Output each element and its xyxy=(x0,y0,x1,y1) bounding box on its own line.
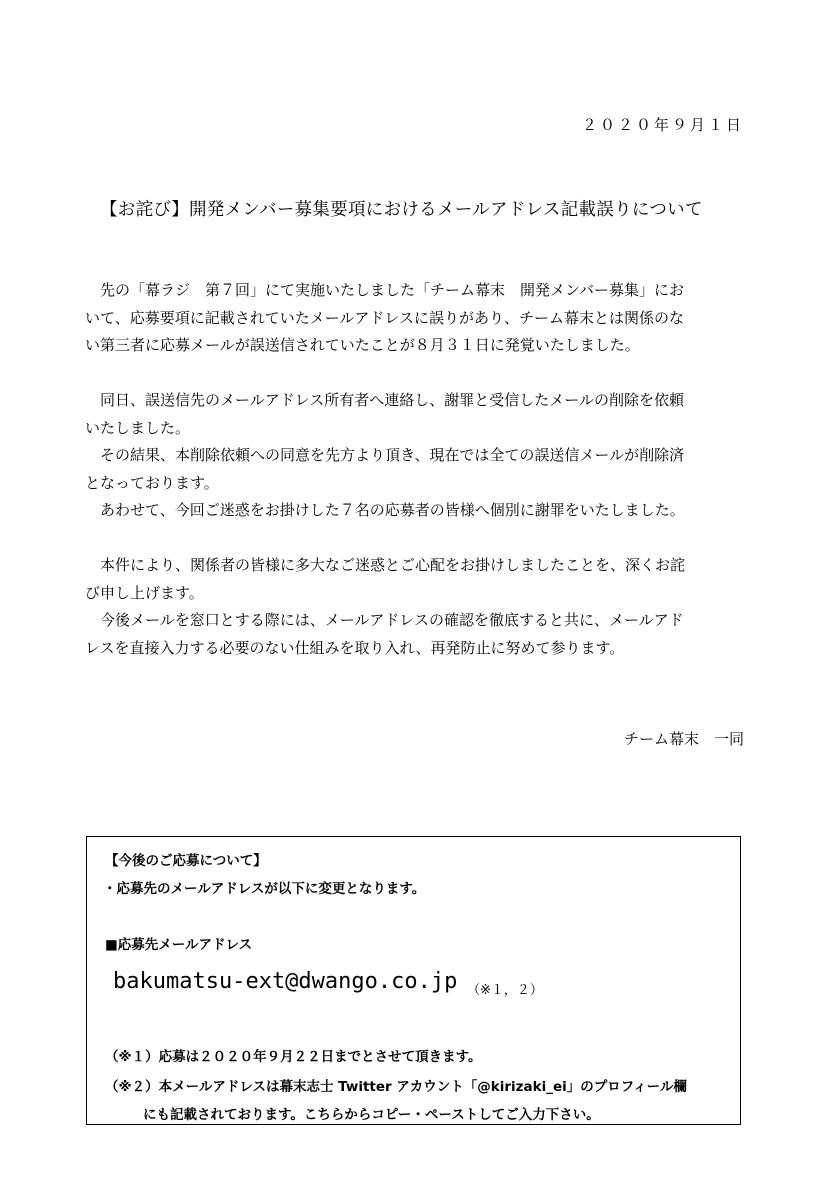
document-body xyxy=(85,277,745,662)
body-line: その結果、本削除依頼への同意を先方より頂き、現在では全ての誤送信メールが削除済 xyxy=(100,446,685,464)
document-title: 【お詫び】開発メンバー募集要項におけるメールアドレス記載誤りについて xyxy=(100,200,703,220)
body-line: 同日、誤送信先のメールアドレス所有者へ連絡し、謝罪と受信したメールの削除を依頼 xyxy=(100,391,684,409)
paragraph-apology xyxy=(85,552,745,662)
body-line: あわせて、今回ご迷惑をお掛けした７名の応募者の皆様へ個別に謝罪をいたしました。 xyxy=(100,501,685,519)
footnote-2: （※２）本メールアドレスは幕末志士 Twitter アカウント「@kirizaki_ei」のプロフィール欄 xyxy=(105,1079,687,1095)
body-line: い第三者に応募メールが誤送信されていたことが８月３１日に発覚いたしました。 xyxy=(85,336,640,354)
body-line: いたしました。 xyxy=(85,418,191,437)
footnote-2-continued: にも記載されております。こちらからコピー・ペーストしてご入力下さい。 xyxy=(143,1107,600,1123)
signature: チーム幕末 一同 xyxy=(623,730,744,748)
document-date: ２０２０年９月１日 xyxy=(581,116,744,134)
notice-change-text: ・応募先のメールアドレスが以下に変更となります。 xyxy=(103,881,426,897)
body-line: となっております。 xyxy=(85,473,219,492)
body-line: 今後メールを窓口とする際には、メールアドレスの確認を徹底すると共に、メールアド xyxy=(100,611,684,629)
body-line: レスを直接入力する必要のない仕組みを取り入れ、再発防止に努めて参ります。 xyxy=(85,638,625,657)
email-note: （※１，２） xyxy=(467,983,543,998)
body-line: 先の「幕ラジ 第７回」にて実施いたしました「チーム幕末 開発メンバー募集」にお xyxy=(100,281,684,299)
email-label: ■応募先メールアドレス xyxy=(105,937,253,953)
email-address[interactable]: bakumatsu-ext@dwango.co.jp xyxy=(113,969,458,994)
paragraph-incident xyxy=(85,277,745,360)
notice-box xyxy=(86,836,741,1125)
footnote-1: （※１）応募は２０２０年９月２２日までとさせて頂きます。 xyxy=(105,1049,482,1065)
notice-heading: 【今後のご応募について】 xyxy=(105,853,267,869)
body-line: び申し上げます。 xyxy=(85,583,204,602)
body-line: いて、応募要項に記載されていたメールアドレスに誤りがあり、チーム幕末とは関係のな xyxy=(85,308,684,327)
body-line: 本件により、関係者の皆様に多大なご迷惑とご心配をお掛けしましたことを、深くお詫 xyxy=(100,556,686,574)
paragraph-response xyxy=(85,387,745,525)
